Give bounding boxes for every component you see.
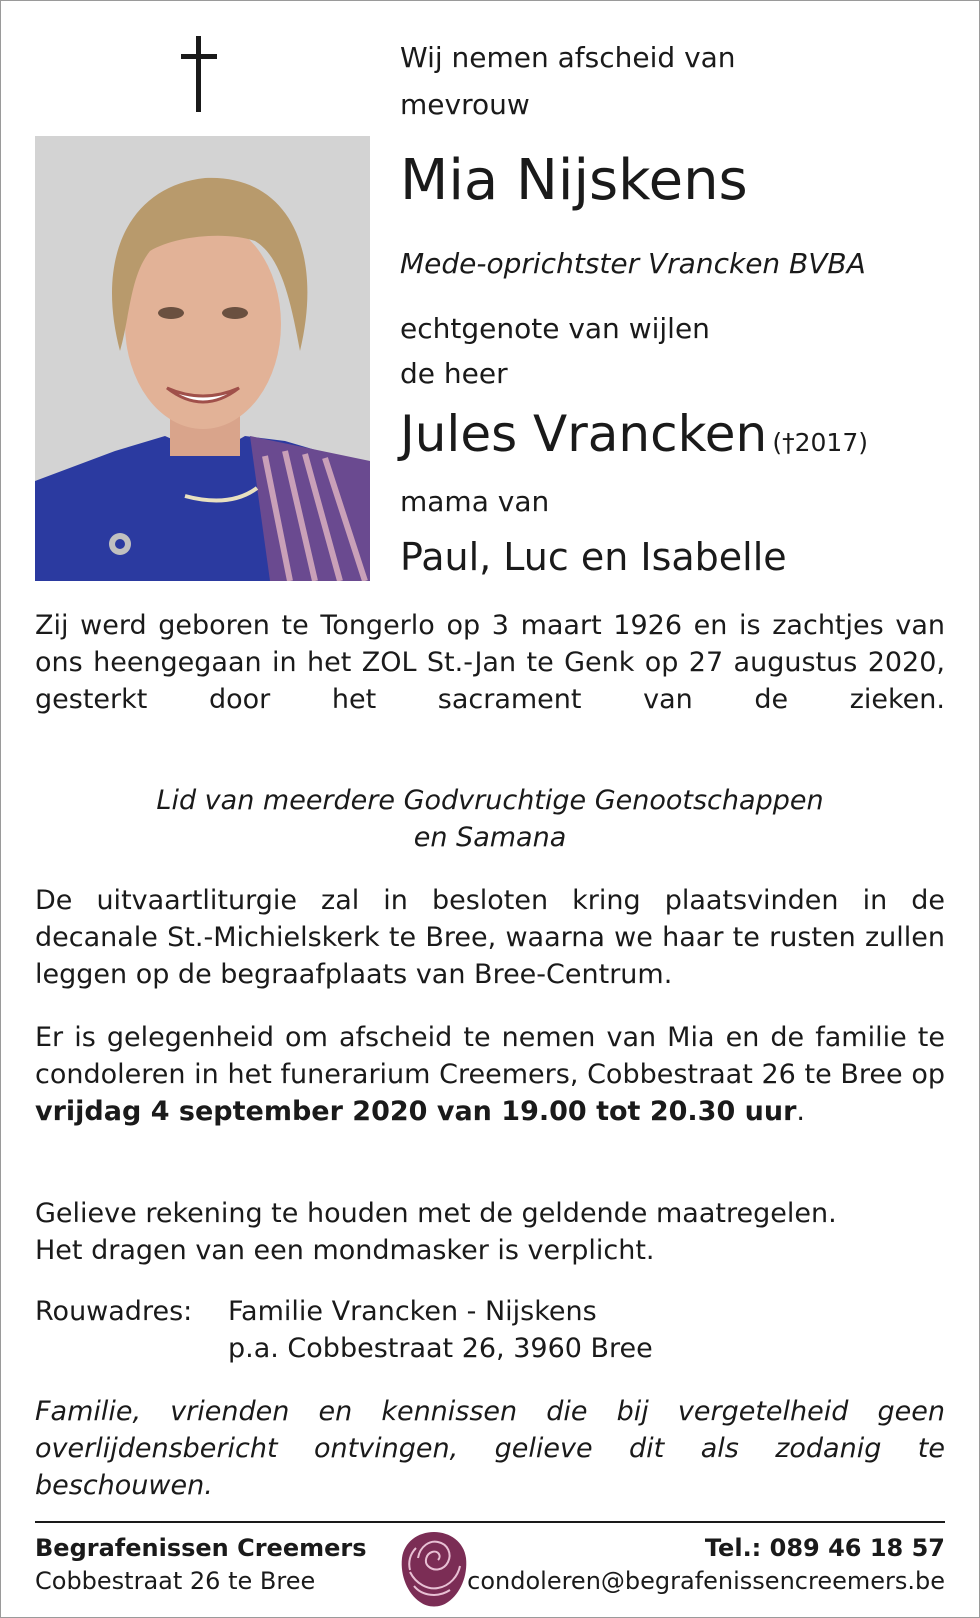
deceased-name: Mia Nijskens: [400, 148, 748, 213]
cross-icon: [181, 36, 217, 112]
footer-divider: [35, 1521, 945, 1523]
address-line-1: Familie Vrancken - Nijskens: [228, 1296, 597, 1327]
membership: [35, 782, 945, 856]
spouse-name: Jules Vrancken: [400, 405, 768, 463]
rose-logo: [398, 1528, 470, 1610]
measures: [35, 1195, 945, 1269]
spouse-intro-line-1: echtgenote van wijlen: [400, 312, 710, 345]
portrait-photo: [35, 136, 370, 581]
spouse-death-year: (†2017): [772, 428, 868, 457]
company-address: Cobbestraat 26 te Bree: [35, 1567, 316, 1595]
visitation-text: Er is gelegenheid om afscheid te nemen van Mia en de familie te condoleren in het funerarium Creemers, Cobbestraat 26 te Bree op: [35, 1022, 945, 1090]
liturgy-paragraph: De uitvaartliturgie zal in besloten kring plaatsvinden in de decanale St.-Michielskerk te Bree, waarna we haar te rusten zullen leggen op de begraafplaats van Bree-Centrum.: [35, 885, 945, 990]
children-names: Paul, Luc en Isabelle: [400, 535, 787, 579]
measures-line-1: Gelieve rekening te houden met de geldende maatregelen.: [35, 1198, 837, 1229]
closing-paragraph: Familie, vrienden en kennissen die bij vergetelheid geen overlijdensbericht ontvingen, gelieve dit als zodanig te beschouwen.: [35, 1396, 945, 1501]
intro-line-1: Wij nemen afscheid van: [400, 41, 736, 74]
visitation-end: .: [796, 1096, 806, 1127]
address-line-2: p.a. Cobbestraat 26, 3960 Bree: [228, 1333, 653, 1364]
visitation-date-time: vrijdag 4 september 2020 van 19.00 tot 20.30 uur: [35, 1096, 797, 1127]
measures-line-2: Het dragen van een mondmasker is verplicht.: [35, 1235, 655, 1266]
intro-line-2: mevrouw: [400, 88, 530, 121]
children-intro: mama van: [400, 485, 550, 518]
company-name: Begrafenissen Creemers: [35, 1534, 367, 1562]
membership-line-1: Lid van meerdere Godvruchtige Genootschappen: [156, 785, 824, 816]
birth-paragraph: Zij werd geboren te Tongerlo op 3 maart 1926 en is zachtjes van ons heengegaan in het ZOL St.-Jan te Genk op 27 augustus 2020, gesterkt door het sacrament van de zieken.: [35, 610, 945, 715]
deceased-role: Mede-oprichtster Vrancken BVBA: [400, 247, 866, 280]
phone-number: Tel.: 089 46 18 57: [704, 1534, 945, 1562]
address-label: Rouwadres:: [35, 1296, 193, 1327]
membership-line-2: en Samana: [413, 822, 567, 853]
spouse-line: [400, 405, 868, 463]
visitation-paragraph: [35, 1019, 945, 1130]
email-address: condoleren@begrafenissencreemers.be: [467, 1567, 945, 1595]
spouse-intro-line-2: de heer: [400, 357, 508, 390]
